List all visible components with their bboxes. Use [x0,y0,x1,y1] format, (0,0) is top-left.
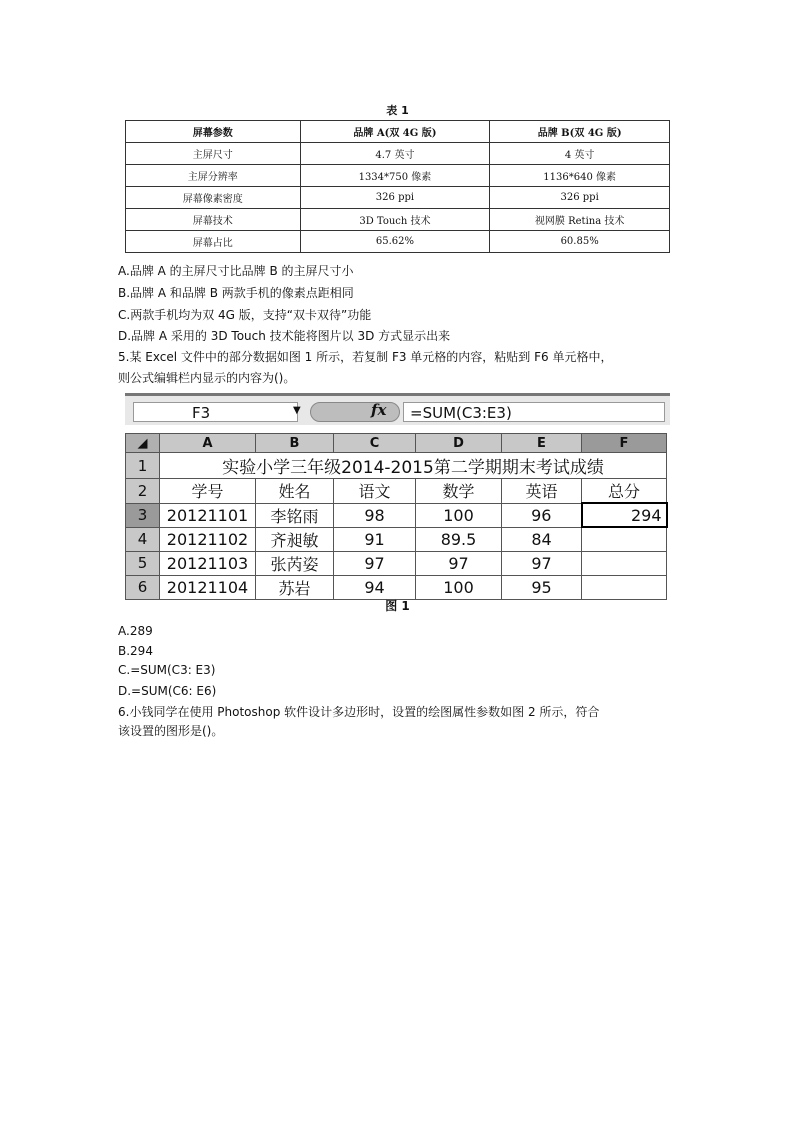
table-header-cell: 屏幕参数 [126,121,301,143]
column-header: A [160,434,256,453]
fx-icon: fx [371,401,387,419]
table-cell: 1334*750 像素 [300,165,490,187]
column-header-row [126,434,667,453]
spreadsheet-grid [125,433,668,600]
column-header: C [334,434,416,453]
q5-stem-line2: 则公式编辑栏内显示的内容为()。 [118,371,296,385]
q5-option-a: A.289 [118,624,153,638]
figure1-caption: 图 1 [385,599,410,613]
q4-option-d: D.品牌 A 采用的 3D Touch 技术能将图片以 3D 方式显示出来 [118,329,451,343]
row-header: 6 [126,575,160,599]
sheet-row [126,479,667,504]
table-row [126,231,670,253]
sheet-cell: 数学 [416,479,502,504]
sheet-cell: 总分 [582,479,667,504]
table-header-cell: 品牌 A(双 4G 版) [300,121,490,143]
row-header: 4 [126,527,160,551]
excel-screenshot-figure [125,393,670,598]
row-header: 3 [126,503,160,527]
sheet-cell: 94 [334,575,416,599]
sheet-cell: 语文 [334,479,416,504]
dropdown-arrow-icon: ▼ [293,405,301,416]
sheet-cell: 97 [334,551,416,575]
sheet-cell: 学号 [160,479,256,504]
table-cell: 屏幕像素密度 [126,187,301,209]
table-row [126,143,670,165]
sheet-row [126,453,667,479]
sheet-cell: 张芮姿 [256,551,334,575]
table-cell: 3D Touch 技术 [300,209,490,231]
table-cell: 主屏分辨率 [126,165,301,187]
table-row [126,187,670,209]
q6-stem-line2: 该设置的图形是()。 [118,724,224,738]
sheet-cell: 100 [416,503,502,527]
column-header: E [502,434,582,453]
table-cell: 屏幕占比 [126,231,301,253]
table-header-row [126,121,670,143]
sheet-cell: 97 [416,551,502,575]
sheet-row [126,527,667,551]
q4-option-c: C.两款手机均为双 4G 版，支持“双卡双待”功能 [118,308,372,322]
active-cell-f3: 294 [582,503,667,527]
table-cell: 屏幕技术 [126,209,301,231]
q4-option-a: A.品牌 A 的主屏尺寸比品牌 B 的主屏尺寸小 [118,264,354,278]
sheet-cell: 89.5 [416,527,502,551]
table-row [126,165,670,187]
sheet-cell: 97 [502,551,582,575]
sheet-cell: 20121103 [160,551,256,575]
sheet-cell [582,551,667,575]
sheet-cell: 李铭雨 [256,503,334,527]
q5-option-b: B.294 [118,644,153,658]
table-cell: 60.85% [490,231,670,253]
column-header: D [416,434,502,453]
sheet-cell: 苏岩 [256,575,334,599]
sheet-title-cell: 实验小学三年级2014-2015第二学期期末考试成绩 [160,453,667,479]
formula-buttons [310,402,400,422]
sheet-cell: 84 [502,527,582,551]
formula-bar [125,393,670,425]
sheet-cell: 英语 [502,479,582,504]
table-cell: 1136*640 像素 [490,165,670,187]
q5-option-d: D.=SUM(C6: E6) [118,684,217,698]
table-cell: 4.7 英寸 [300,143,490,165]
row-header: 1 [126,453,160,479]
sheet-cell: 100 [416,575,502,599]
sheet-cell: 齐昶敏 [256,527,334,551]
sheet-cell: 95 [502,575,582,599]
table-cell: 视网膜 Retina 技术 [490,209,670,231]
sheet-row [126,551,667,575]
screen-parameters-table [125,120,670,253]
select-all-corner: ◢ [126,434,160,453]
sheet-cell [582,575,667,599]
row-header: 2 [126,479,160,504]
formula-input: =SUM(C3:E3) [403,402,665,422]
q5-option-c: C.=SUM(C3: E3) [118,663,216,677]
sheet-cell: 91 [334,527,416,551]
table-cell: 4 英寸 [490,143,670,165]
sheet-cell: 96 [502,503,582,527]
row-header: 5 [126,551,160,575]
table-header-cell: 品牌 B(双 4G 版) [490,121,670,143]
name-box: F3 [133,402,298,422]
q4-option-b: B.品牌 A 和品牌 B 两款手机的像素点距相同 [118,286,354,300]
table-row [126,209,670,231]
sheet-cell: 姓名 [256,479,334,504]
table1-caption: 表 1 [386,104,409,117]
table-cell: 326 ppi [490,187,670,209]
sheet-cell: 20121104 [160,575,256,599]
q5-stem-line1: 5.某 Excel 文件中的部分数据如图 1 所示，若复制 F3 单元格的内容，粘贴到 F6 单元格中， [118,350,613,364]
sheet-cell: 20121102 [160,527,256,551]
table-cell: 326 ppi [300,187,490,209]
sheet-row [126,575,667,599]
q6-stem-line1: 6.小钱同学在使用 Photoshop 软件设计多边形时，设置的绘图属性参数如图 2 所示，符合 [118,705,600,719]
column-header: F [582,434,667,453]
sheet-cell: 98 [334,503,416,527]
sheet-row [126,503,667,527]
sheet-cell: 20121101 [160,503,256,527]
table-cell: 65.62% [300,231,490,253]
sheet-cell [582,527,667,551]
table-cell: 主屏尺寸 [126,143,301,165]
column-header: B [256,434,334,453]
